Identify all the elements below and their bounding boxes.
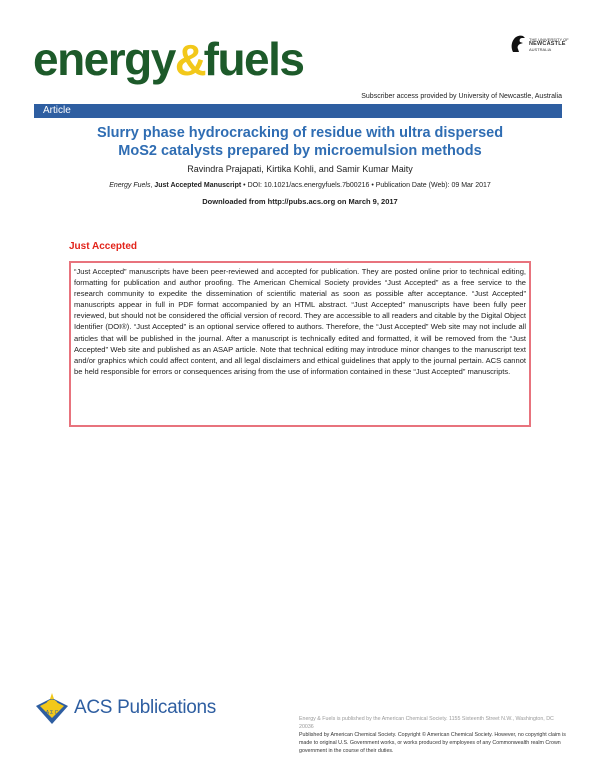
section-label: Article xyxy=(43,105,71,116)
journal-logo-fuels: fuels xyxy=(203,33,304,85)
copyright-notice: Published by American Chemical Society. Copyright © American Chemical Society. However, no copyright claim is made to original U.S. Government works, or works produced by employees of any Commonwealth realm Crown government in the course of their duties. xyxy=(299,732,566,754)
article-authors: Ravindra Prajapati, Kirtika Kohli, and Samir Kumar Maity xyxy=(187,164,413,174)
article-title-line2: MoS2 catalysts prepared by microemulsion methods xyxy=(118,143,482,159)
just-accepted-notice-box xyxy=(69,261,531,427)
journal-logo xyxy=(33,33,304,85)
article-title xyxy=(0,124,600,160)
journal-logo-energy: energy xyxy=(33,33,175,85)
article-title-line1: Slurry phase hydrocracking of residue with ultra dispersed xyxy=(96,125,504,141)
university-logo-text xyxy=(529,37,569,52)
citation-journal: Energy Fuels xyxy=(109,182,151,189)
download-note: Downloaded from http://pubs.acs.org on March 9, 2017 xyxy=(202,197,398,206)
just-accepted-heading: Just Accepted xyxy=(69,241,137,252)
university-logo xyxy=(510,32,570,56)
svg-text:A Σ C: A Σ C xyxy=(45,710,59,716)
section-bar xyxy=(34,104,562,118)
subscriber-access-note: Subscriber access provided by University of Newcastle, Australia xyxy=(361,93,562,100)
publisher-line: Energy & Fuels is published by the American Chemical Society. 1155 Sixteenth Street N.W., Washington, DC 20036 xyxy=(299,716,554,730)
citation-doi[interactable]: • DOI: 10.1021/acs.energyfuels.7b00216 • Publication Date (Web): 09 Mar 2017 xyxy=(241,182,491,189)
university-logo-line1: THE UNIVERSITY OF xyxy=(529,36,569,42)
article-citation xyxy=(0,182,600,189)
acs-emblem-icon xyxy=(34,690,70,726)
just-accepted-body: “Just Accepted” manuscripts have been peer-reviewed and accepted for publication. They are posted online prior to technical editing, formatting for publication and author proofing. The American Chemical Society provides “Just Accepted” as a free service to the research community to expedite the dissemination of scientific material as soon as possible after acceptance. “Just Accepted” manuscripts appear in full in PDF format accompanied by an HTML abstract. “Just Accepted” manuscripts have been fully peer reviewed, but should not be considered the official version of record. They are accessible to all readers and citable by the Digital Object Identifier (DOI®). “Just Accepted” is an optional service offered to authors. Therefore, the “Just Accepted” Web site may not include all articles that will be published in the journal. After a manuscript is technically edited and formatted, it will be removed from the “Just Accepted” Web site and published as an ASAP article. Note that technical editing may introduce minor changes to the manuscript text and/or graphics which could affect content, and all legal disclaimers and ethical guidelines that apply to the journal pertain. ACS cannot be held responsible for errors or consequences arising from the use of information contained in these “Just Accepted” manuscripts. xyxy=(74,267,526,376)
seahorse-crest-icon xyxy=(510,34,526,54)
university-logo-line2: NEWCASTLE xyxy=(529,40,566,47)
journal-logo-ampersand: & xyxy=(174,36,202,85)
footer-notice xyxy=(299,715,567,755)
university-logo-line3: AUSTRALIA xyxy=(529,46,552,52)
citation-status: Just Accepted Manuscript xyxy=(154,182,242,189)
citation-separator: , xyxy=(150,182,155,189)
acs-publications-wordmark: ACS Publications xyxy=(74,697,216,718)
acs-publications-logo xyxy=(34,690,216,726)
